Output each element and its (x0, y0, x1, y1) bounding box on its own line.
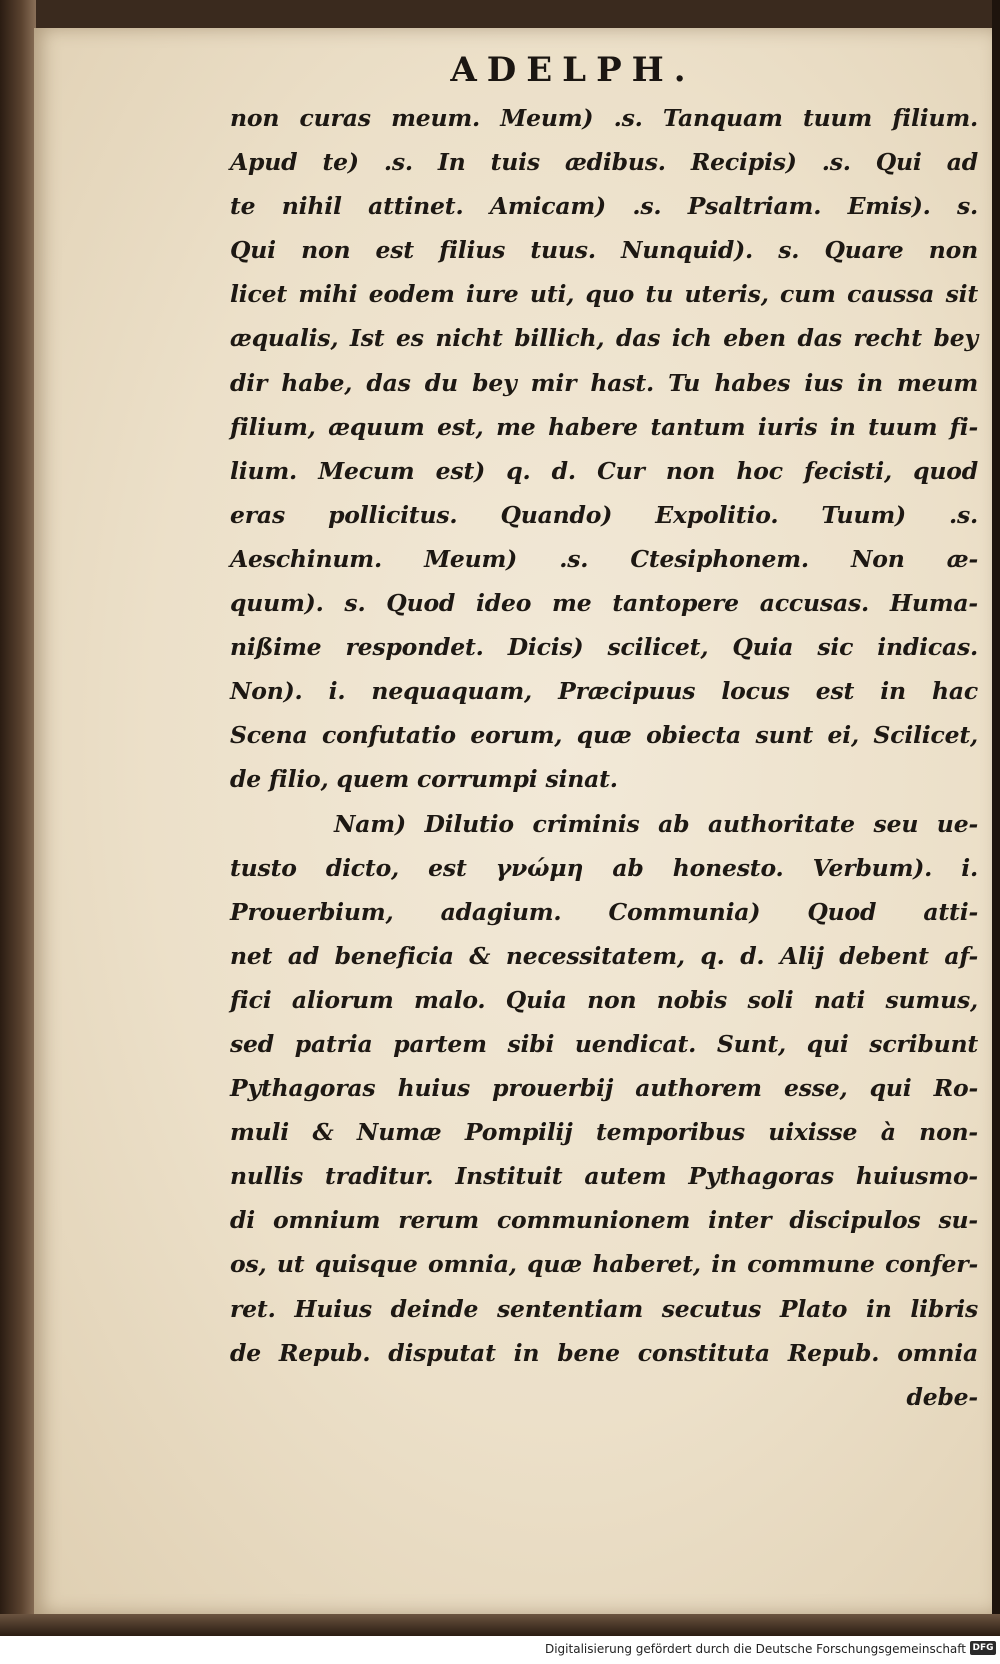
text-line: debe- (906, 1382, 978, 1411)
text-line: filium, æquum est, me habere tantum iuris in tuum fi- (230, 412, 978, 441)
dfg-logo: DFG (970, 1641, 996, 1655)
funding-credit: Digitalisierung gefördert durch die Deutsche Forschungsgemeinschaft (544, 1642, 966, 1656)
text-line: te nihil attinet. Amicam) .s. Psaltriam. Emis). s. (230, 192, 978, 221)
book-bottom-edge (0, 1614, 1000, 1636)
text-line: de filio, quem corrumpi sinat. (230, 765, 618, 794)
text-line: sed patria partem sibi uendicat. Sunt, qui scribunt (230, 1029, 978, 1058)
text-line: Pythagoras huius prouerbij authorem esse, qui Ro- (230, 1074, 978, 1103)
text-line: ret. Huius deinde sententiam secutus Plato in libris (230, 1294, 978, 1323)
text-line: eras pollicitus. Quando) Expolitio. Tuum) .s. (230, 500, 978, 529)
paper-page (34, 28, 992, 1614)
book-right-edge (992, 0, 1000, 1636)
text-line: lium. Mecum est) q. d. Cur non hoc fecisti, quod (230, 456, 978, 485)
text-line: fici aliorum malo. Quia non nobis soli nati sumus, (230, 985, 978, 1014)
text-line: licet mihi eodem iure uti, quo tu uteris, cum caussa sit (230, 280, 978, 309)
text-line: Apud te) .s. In tuis ædibus. Recipis) .s. Qui ad (230, 148, 978, 177)
body-text (230, 96, 978, 1419)
text-line: Non). i. nequaquam, Præcipuus locus est in hac (230, 677, 978, 706)
text-line: nißime respondet. Dicis) scilicet, Quia sic indicas. (230, 633, 978, 662)
text-line: Aeschinum. Meum) .s. Ctesiphonem. Non æ- (230, 544, 978, 573)
book-spine-edge (0, 0, 36, 1636)
text-line: os, ut quisque omnia, quæ haberet, in commune confer- (230, 1250, 978, 1279)
text-line: de Repub. disputat in bene constituta Repub. omnia (230, 1338, 978, 1367)
text-line: dir habe, das du bey mir hast. Tu habes ius in meum (230, 368, 978, 397)
text-line: Nam) Dilutio criminis ab authoritate seu ue- (334, 809, 978, 838)
footer-bar (0, 1636, 1000, 1664)
text-line: Scena confutatio eorum, quæ obiecta sunt ei, Scilicet, (230, 721, 978, 750)
text-line: nullis traditur. Instituit autem Pythagoras huiusmo- (230, 1162, 978, 1191)
text-line: non curas meum. Meum) .s. Tanquam tuum filium. (230, 104, 978, 132)
text-line: di omnium rerum communionem inter discipulos su- (230, 1206, 978, 1235)
text-line: tusto dicto, est γνώμη ab honesto. Verbum). i. (230, 853, 978, 882)
text-line: quum). s. Quod ideo me tantopere accusas. Huma- (230, 589, 978, 618)
text-line: Prouerbium, adagium. Communia) Quod atti- (230, 897, 978, 926)
running-header: ADELPH. (450, 50, 696, 90)
text-line: muli & Numæ Pompilij temporibus uixisse à non- (230, 1118, 978, 1147)
text-line: Qui non est filius tuus. Nunquid). s. Quare non (230, 236, 978, 265)
text-line: net ad beneficia & necessitatem, q. d. Alij debent af- (230, 941, 978, 970)
text-line: æqualis, Ist es nicht billich, das ich eben das recht bey (230, 324, 978, 353)
